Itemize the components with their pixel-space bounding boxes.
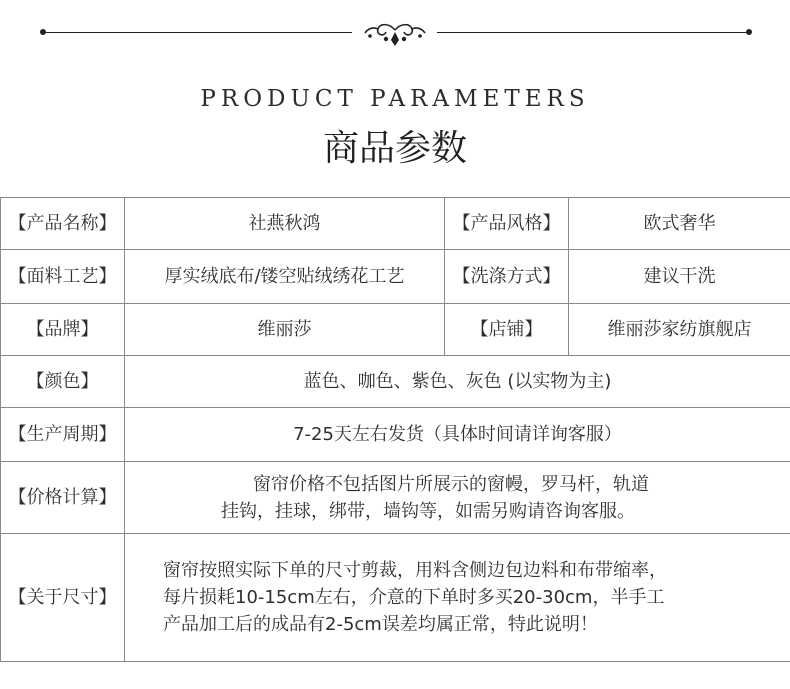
table-row [1, 462, 790, 534]
color-value: 蓝色、咖色、紫色、灰色 (以实物为主) [125, 356, 790, 408]
brand-value: 维丽莎 [125, 304, 445, 356]
product-style-value: 欧式奢华 [569, 198, 790, 250]
table-row [1, 534, 790, 662]
fabric-label: 【面料工艺】 [1, 250, 125, 304]
divider-line-right [437, 32, 749, 33]
production-cycle-label: 【生产周期】 [1, 408, 125, 462]
shop-value: 维丽莎家纺旗舰店 [569, 304, 790, 356]
divider-line-left [42, 32, 352, 33]
flourish-ornament-icon [362, 20, 428, 48]
product-style-label: 【产品风格】 [445, 198, 569, 250]
size-line-2: 每片损耗10-15cm左右，介意的下单时多买20-30cm，半手工 [163, 587, 665, 608]
size-line-3: 产品加工后的成品有2-5cm误差均属正常，特此说明！ [163, 614, 598, 635]
wash-value: 建议干洗 [569, 250, 790, 304]
size-line-1: 窗帘按照实际下单的尺寸剪裁，用料含侧边包边料和布带缩率， [163, 560, 667, 581]
price-value [125, 462, 790, 534]
product-name-label: 【产品名称】 [1, 198, 125, 250]
wash-label: 【洗涤方式】 [445, 250, 569, 304]
table-row [1, 304, 790, 356]
table-row [1, 408, 790, 462]
size-label: 【关于尺寸】 [1, 534, 125, 662]
price-line-2: 挂钩，挂球，绑带，墙钩等，如需另购请咨询客服。 [221, 500, 635, 522]
divider-dot [746, 29, 752, 35]
color-label: 【颜色】 [1, 356, 125, 408]
shop-label: 【店铺】 [445, 304, 569, 356]
product-name-value: 社燕秋鸿 [125, 198, 445, 250]
table-row [1, 250, 790, 304]
page-title-cn: 商品参数 [322, 128, 467, 169]
size-value [125, 534, 790, 662]
table-row [1, 356, 790, 408]
brand-label: 【品牌】 [1, 304, 125, 356]
page-header [0, 0, 790, 190]
product-parameters-table [0, 197, 790, 662]
table-row [1, 198, 790, 250]
page-title-en: PRODUCT PARAMETERS [200, 86, 590, 112]
price-line-1: 窗帘价格不包括图片所展示的窗幔，罗马杆，轨道 [253, 473, 649, 495]
price-label: 【价格计算】 [1, 462, 125, 534]
production-cycle-value: 7-25天左右发货（具体时间请详询客服） [125, 408, 790, 462]
fabric-value: 厚实绒底布/镂空贴绒绣花工艺 [125, 250, 445, 304]
